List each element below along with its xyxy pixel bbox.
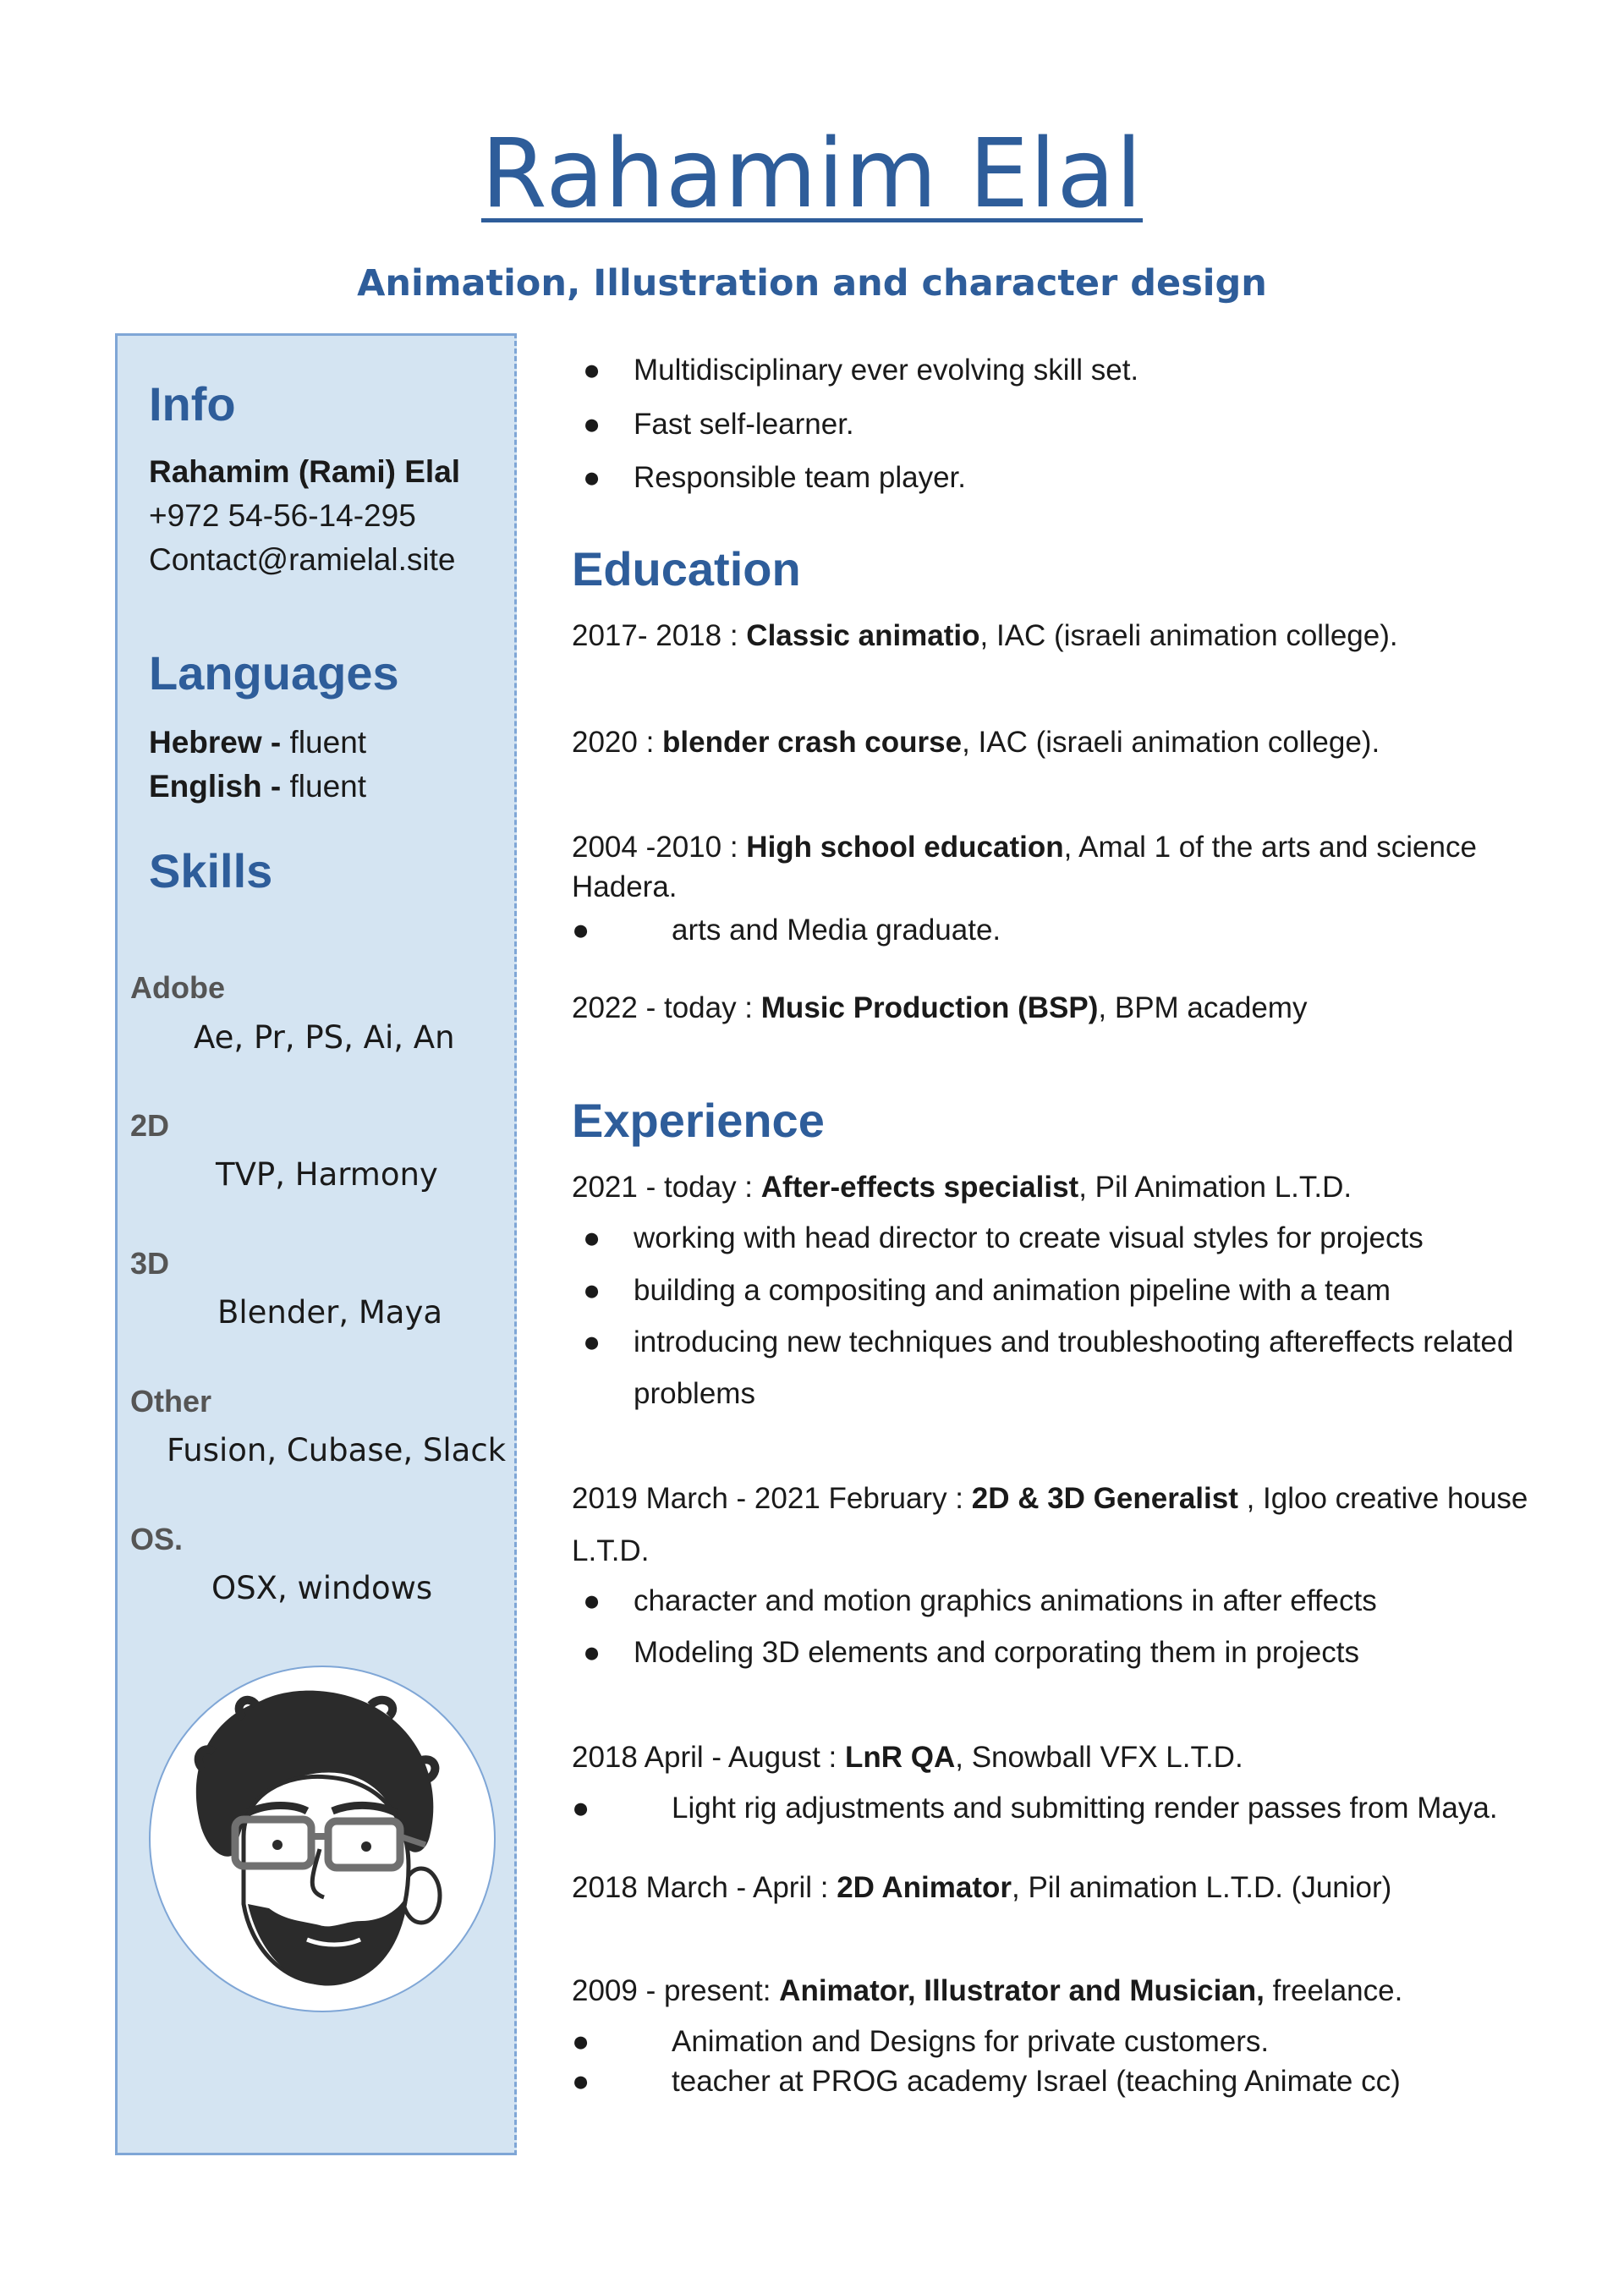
experience-bullet: ● building a compositing and animation pipeline with a team bbox=[583, 1274, 1391, 1307]
info-full-name: Rahamim (Rami) Elal bbox=[149, 454, 461, 489]
skill-value-adobe: Ae, Pr, PS, Ai, An bbox=[194, 1019, 455, 1056]
education-entry: 2022 - today : Music Production (BSP), BPM academy bbox=[572, 991, 1308, 1024]
experience-bullet-continued: problems bbox=[634, 1377, 755, 1410]
education-entry: 2017- 2018 : Classic animatio, IAC (israeli animation college). bbox=[572, 619, 1398, 652]
experience-entry-line2: L.T.D. bbox=[572, 1534, 650, 1567]
info-email: Contact@ramielal.site bbox=[149, 542, 456, 577]
skills-heading: Skills bbox=[149, 844, 273, 897]
experience-bullet: ● teacher at PROG academy Israel (teaching Animate cc) bbox=[572, 2065, 1401, 2098]
skill-category-adobe: Adobe bbox=[130, 970, 225, 1005]
experience-entry: 2018 March - April : 2D Animator, Pil animation L.T.D. (Junior) bbox=[572, 1871, 1392, 1904]
education-entry: 2020 : blender crash course, IAC (israeli animation college). bbox=[572, 726, 1380, 759]
skill-value-os: OSX, windows bbox=[211, 1570, 433, 1606]
experience-entry: 2018 April - August : LnR QA, Snowball VFX L.T.D. bbox=[572, 1741, 1243, 1774]
languages-heading: Languages bbox=[149, 646, 399, 700]
experience-bullet: ● Light rig adjustments and submitting render passes from Maya. bbox=[572, 1792, 1498, 1825]
skill-value-2d: TVP, Harmony bbox=[216, 1156, 438, 1193]
education-entry-line2: Hadera. bbox=[572, 870, 678, 903]
language-item: Hebrew - fluent bbox=[149, 725, 367, 760]
experience-bullet: ● Modeling 3D elements and corporating them in projects bbox=[583, 1636, 1359, 1669]
experience-heading: Experience bbox=[572, 1094, 825, 1147]
skill-category-2d: 2D bbox=[130, 1108, 170, 1143]
education-entry: 2004 -2010 : High school education, Amal 1 of the arts and science bbox=[572, 831, 1477, 864]
experience-entry: 2021 - today : After-effects specialist, Pil Animation L.T.D. bbox=[572, 1171, 1352, 1204]
info-phone: +972 54-56-14-295 bbox=[149, 498, 416, 533]
experience-bullet: ● Animation and Designs for private customers. bbox=[572, 2025, 1270, 2058]
resume-header bbox=[0, 119, 1624, 305]
avatar-illustration-icon bbox=[151, 1667, 494, 2011]
skill-category-other: Other bbox=[130, 1384, 212, 1419]
info-heading: Info bbox=[149, 377, 236, 431]
education-bullet: ● arts and Media graduate. bbox=[572, 914, 1001, 947]
skill-value-other: Fusion, Cubase, Slack bbox=[167, 1432, 507, 1468]
intro-bullet: ● Multidisciplinary ever evolving skill set. bbox=[583, 354, 1139, 387]
skill-category-3d: 3D bbox=[130, 1246, 170, 1281]
candidate-name: Rahamim Elal bbox=[480, 119, 1144, 229]
experience-bullet: ● introducing new techniques and troubleshooting aftereffects related bbox=[583, 1325, 1514, 1358]
experience-bullet: ● working with head director to create visual styles for projects bbox=[583, 1221, 1424, 1254]
sidebar-panel bbox=[115, 333, 517, 2155]
language-item: English - fluent bbox=[149, 769, 367, 804]
education-heading: Education bbox=[572, 542, 801, 595]
avatar bbox=[149, 1666, 496, 2012]
skill-category-os: OS. bbox=[130, 1522, 184, 1556]
intro-bullet: ● Responsible team player. bbox=[583, 461, 966, 494]
experience-entry: 2009 - present: Animator, Illustrator and Musician, freelance. bbox=[572, 1974, 1403, 2007]
candidate-subtitle: Animation, Illustration and character design bbox=[357, 262, 1267, 305]
intro-bullet: ● Fast self-learner. bbox=[583, 408, 854, 441]
skill-value-3d: Blender, Maya bbox=[217, 1294, 443, 1331]
experience-entry: 2019 March - 2021 February : 2D & 3D Generalist , Igloo creative house bbox=[572, 1482, 1528, 1515]
experience-bullet: ● character and motion graphics animations in after effects bbox=[583, 1584, 1377, 1617]
